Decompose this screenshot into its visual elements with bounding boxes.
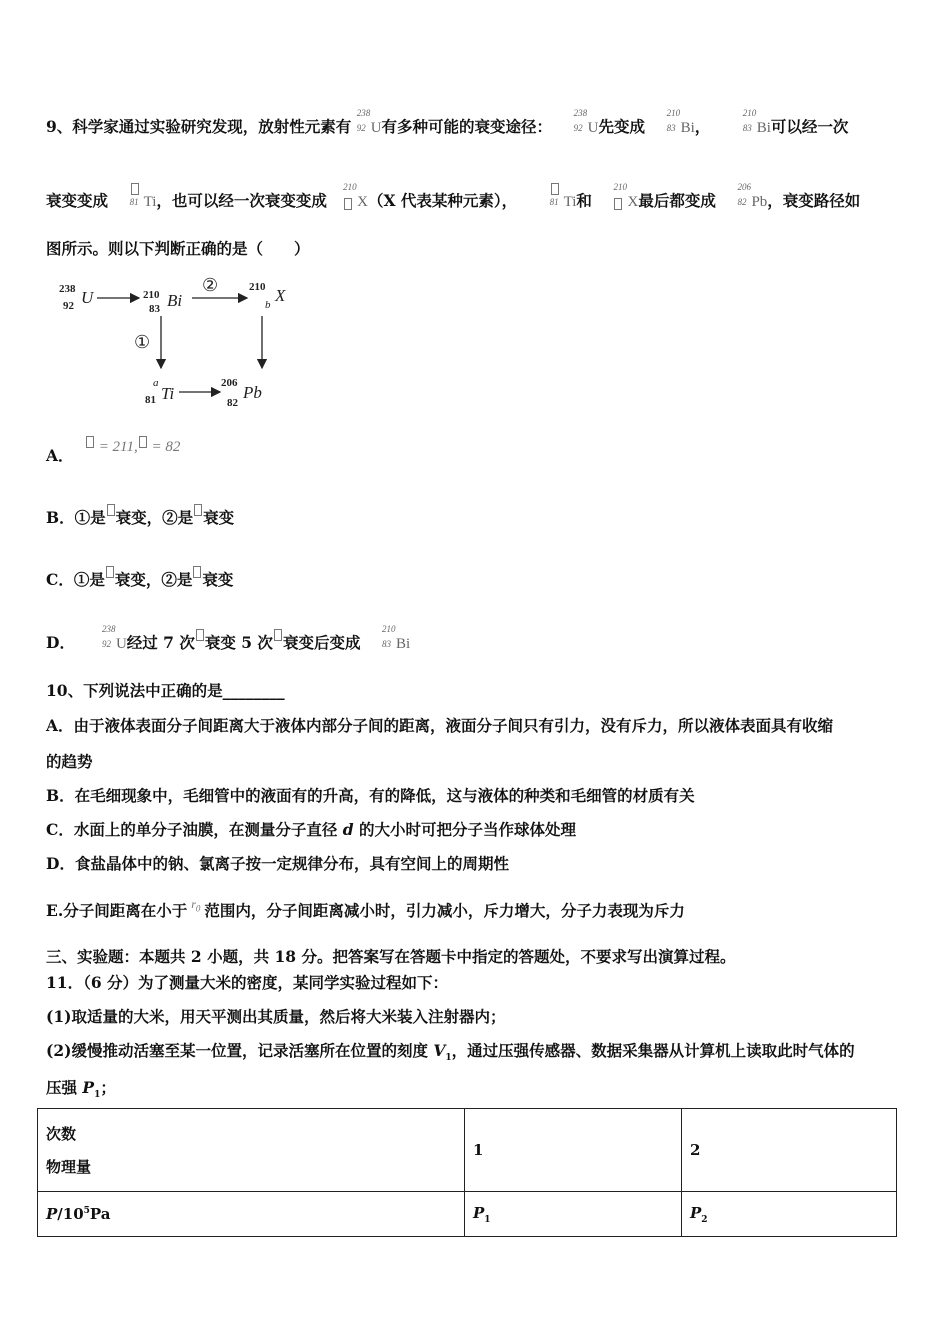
option-a-math: = 211, = 82 xyxy=(85,439,180,455)
diagram-step-label-2: ② xyxy=(202,275,219,295)
missing-glyph-icon xyxy=(106,566,114,578)
q10-option-b[interactable]: B．在毛细现象中，毛细管中的液面有的升高，有的降低，这与液体的种类和毛细管的材质有关 xyxy=(46,786,695,805)
missing-glyph-icon xyxy=(344,198,352,210)
q9-option-d[interactable]: D． 238 92 U经过 7 次 衰变 5 次 衰变后变成 210 83 Bi xyxy=(46,624,411,652)
q9-text: 9、科学家通过实验研究发现，放射性元素有 xyxy=(46,117,352,136)
svg-text:U: U xyxy=(81,288,94,307)
nuclide-x210: 210 X xyxy=(613,182,639,210)
section3-heading: 三、实验题：本题共 2 小题，共 18 分。把答案写在答题卡中指定的答题处，不要求写出演算过程。 xyxy=(46,947,736,966)
missing-glyph-icon xyxy=(107,504,115,516)
q9-text: ， xyxy=(694,117,711,136)
missing-glyph-icon xyxy=(194,504,202,516)
svg-text:92: 92 xyxy=(63,300,74,312)
q11-step2: (2)缓慢推动活塞至某一位置，记录活塞所在位置的刻度 $V_1$，通过压强传感器、数据采集器从计算机上读取此时气体的 xyxy=(46,1041,855,1064)
svg-text:a: a xyxy=(153,377,159,389)
missing-glyph-icon xyxy=(86,436,94,448)
missing-glyph-icon xyxy=(193,566,201,578)
q10-option-a[interactable]: A．由于液体表面分子间距离大于液体内部分子间的距离，液面分子间只有引力，没有斥力，所以液体表面具有收缩 xyxy=(46,716,834,735)
svg-text:83: 83 xyxy=(149,303,160,315)
nuclide-bi210: 210 83 Bi xyxy=(382,624,411,652)
table-header-row xyxy=(38,1109,897,1192)
q10-option-a-cont: 的趋势 xyxy=(46,752,93,771)
header-cell: 次数 物理量 xyxy=(38,1109,465,1192)
missing-glyph-icon xyxy=(131,183,139,195)
q9-line1 xyxy=(46,108,849,138)
header-cell-col2: 2 xyxy=(682,1109,897,1192)
svg-text:82: 82 xyxy=(227,397,238,409)
q9-text: 先变成 xyxy=(598,117,646,136)
q9-option-b[interactable]: B．①是 衰变，②是 衰变 xyxy=(46,508,234,528)
svg-text:Ti: Ti xyxy=(161,384,175,403)
q9-text: 有多种可能的衰变途径： xyxy=(381,117,553,136)
q9-text: 衰变变成 xyxy=(46,191,109,210)
svg-text:81: 81 xyxy=(145,394,156,406)
nuclide-bi210: 210 83 Bi xyxy=(666,108,695,136)
nuclide-ti: 81 Ti xyxy=(130,192,157,212)
svg-text:X: X xyxy=(275,286,286,305)
svg-text:b: b xyxy=(265,299,271,311)
q9-text: ，衰变路径如 xyxy=(767,191,861,210)
missing-glyph-icon xyxy=(551,183,559,195)
nuclide-ti: 81 Ti xyxy=(550,192,577,212)
diagram-node-bi xyxy=(143,289,182,315)
q9-text: 和 xyxy=(576,191,592,210)
nuclide-pb206: 206 82 Pb xyxy=(737,182,768,210)
svg-text:Bi: Bi xyxy=(167,291,183,310)
q11-step2-cont: 压强 $P_1$； xyxy=(46,1078,116,1101)
missing-glyph-icon xyxy=(196,629,204,641)
missing-glyph-icon xyxy=(274,629,282,641)
data-table xyxy=(37,1108,897,1237)
nuclide-u238: 238 92 U xyxy=(573,108,599,136)
svg-text:238: 238 xyxy=(59,283,76,295)
q9-text: 可以经一次 xyxy=(770,117,849,136)
svg-text:210: 210 xyxy=(249,281,266,293)
svg-text:210: 210 xyxy=(143,289,160,301)
nuclide-x210: 210 X xyxy=(343,182,368,210)
q11-step1: (1)取适量的大米，用天平测出其质量，然后将大米装入注射器内； xyxy=(46,1007,506,1026)
q10-stem: 10、下列说法中正确的是________ xyxy=(46,681,285,700)
cell-p1: $P_1$ xyxy=(465,1192,682,1237)
q10-option-d[interactable]: D．食盐晶体中的钠、氯离子按一定规律分布，具有空间上的周期性 xyxy=(46,854,509,873)
q9-line3: 图所示。则以下判断正确的是（ ） xyxy=(46,239,310,258)
svg-text:Pb: Pb xyxy=(243,383,262,402)
missing-glyph-icon xyxy=(139,436,147,448)
decay-diagram xyxy=(55,268,300,413)
diagram-node-pb xyxy=(221,377,262,409)
q9-text: ，也可以经一次衰变变成 xyxy=(156,191,327,210)
header-cell-col1: 1 xyxy=(465,1109,682,1192)
row-label: $P/10^5Pa$ xyxy=(38,1192,465,1237)
q9-text: 最后都变成 xyxy=(638,191,716,210)
nuclide-u238: 238 92 U xyxy=(101,624,127,652)
diagram-step-label-1: ① xyxy=(134,332,151,352)
missing-glyph-icon xyxy=(614,198,622,210)
q9-option-c[interactable]: C．①是 衰变，②是 衰变 xyxy=(46,570,233,590)
q9-option-a[interactable]: A． = 211, = 82 xyxy=(46,446,180,467)
table-row xyxy=(38,1192,897,1237)
r0-symbol: r0 xyxy=(191,897,201,914)
q10-option-c[interactable]: C．水面上的单分子油膜，在测量分子直径 d 的大小时可把分子当作球体处理 xyxy=(46,820,576,839)
q9-line2 xyxy=(46,182,861,212)
nuclide-bi210: 210 83 Bi xyxy=(742,108,771,136)
svg-text:206: 206 xyxy=(221,377,238,389)
q11-stem: 11．（6 分）为了测量大米的密度，某同学实验过程如下： xyxy=(46,973,449,992)
diagram-node-u xyxy=(59,283,95,312)
q10-option-e[interactable]: E.分子间距离在小于 $^{r_0}$ 范围内，分子间距离减小时，引力减小，斥力增大，分子力表现为斥力 xyxy=(46,897,685,920)
q9-text: （X 代表某种元素）， xyxy=(367,191,518,210)
nuclide-u238: 238 92 U xyxy=(356,108,382,136)
diagram-node-x xyxy=(249,281,286,311)
diagram-node-ti xyxy=(145,377,175,406)
cell-p2: $P_2$ xyxy=(682,1192,897,1237)
